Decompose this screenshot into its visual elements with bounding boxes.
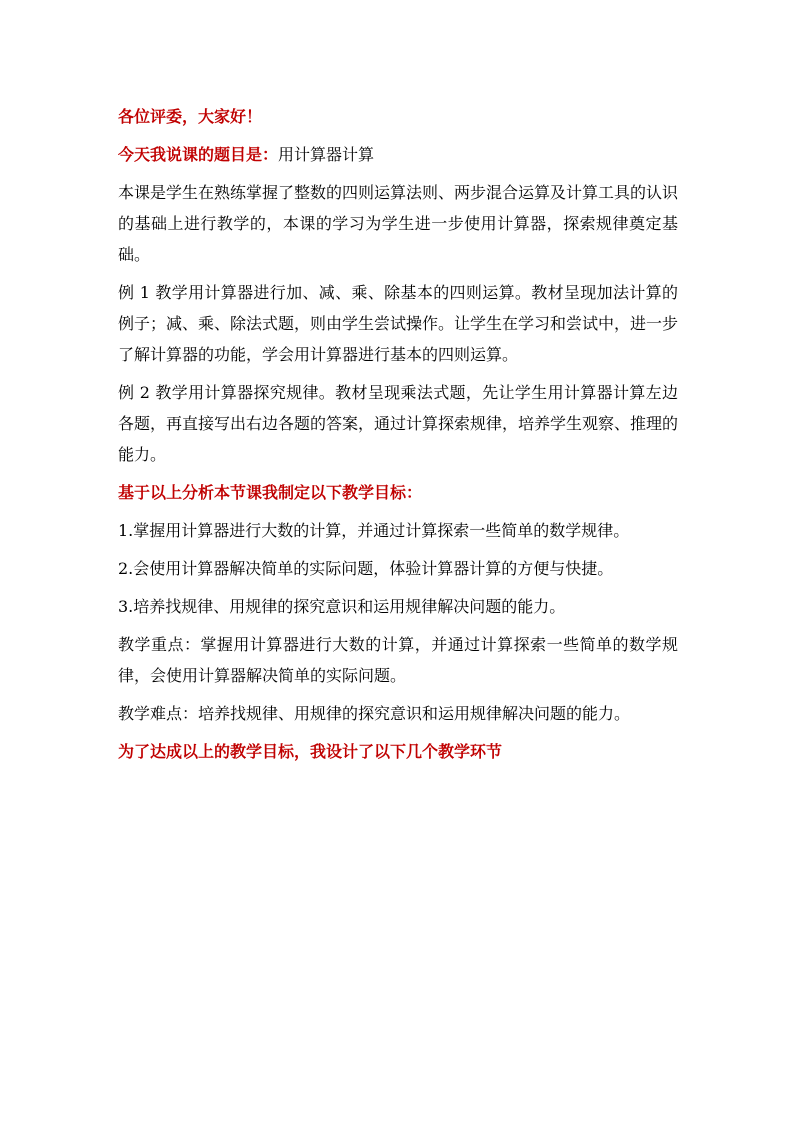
greeting: 各位评委，大家好！ bbox=[118, 107, 263, 126]
closing-heading: 为了达成以上的教学目标，我设计了以下几个教学环节 bbox=[118, 742, 503, 761]
topic-title: 用计算器计算 bbox=[278, 145, 375, 164]
objective-item: 2.会使用计算器解决简单的实际问题，体验计算器计算的方便与快捷。 bbox=[118, 559, 614, 578]
difficulties-paragraph: 教学难点：培养找规律、用规律的探究意识和运用规律解决问题的能力。 bbox=[118, 704, 631, 723]
topic-label: 今天我说课的题目是： bbox=[118, 145, 279, 164]
objective-item: 3.培养找规律、用规律的探究意识和运用规律解决问题的能力。 bbox=[118, 597, 566, 616]
example-1-paragraph: 例 1 教学用计算器进行加、减、乘、除基本的四则运算。教材呈现加法计算的例子；减、乘、除法式题，则由学生尝试操作。让学生在学习和尝试中，进一步了解计算器的功能，学会用计算器进行基本的四则运算。 bbox=[118, 283, 679, 364]
topic-line bbox=[118, 139, 678, 170]
example-2-paragraph: 例 2 教学用计算器探究规律。教材呈现乘法式题，先让学生用计算器计算左边各题，再直接写出右边各题的答案，通过计算探索规律，培养学生观察、推理的能力。 bbox=[118, 383, 679, 464]
document-body bbox=[118, 101, 678, 774]
key-points-paragraph: 教学重点：掌握用计算器进行大数的计算，并通过计算探索一些简单的数学规律，会使用计算器解决简单的实际问题。 bbox=[118, 635, 678, 685]
objectives-heading: 基于以上分析本节课我制定以下教学目标： bbox=[118, 483, 423, 502]
objective-item: 1.掌握用计算器进行大数的计算，并通过计算探索一些简单的数学规律。 bbox=[118, 521, 630, 540]
intro-paragraph: 本课是学生在熟练掌握了整数的四则运算法则、两步混合运算及计算工具的认识的基础上进行教学的，本课的学习为学生进一步使用计算器，探索规律奠定基础。 bbox=[118, 183, 679, 264]
